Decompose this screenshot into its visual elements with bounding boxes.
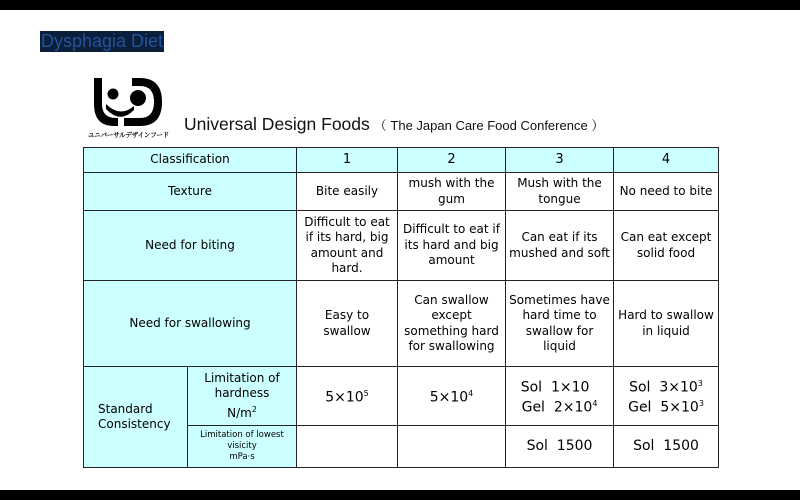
bottom-frame-bar xyxy=(0,490,800,500)
swallowing-cell-2: Can swallow except something hard for swallowing xyxy=(398,281,506,367)
hardness-cell-3: Sol 1×10 Gel $2\times 10^4$ xyxy=(506,367,614,426)
table-header-row xyxy=(84,148,719,173)
heading-main: Universal Design Foods xyxy=(184,114,370,134)
biting-cell-1: Difficult to eat if its hard, big amount and hard. xyxy=(297,211,398,281)
biting-cell-3: Can eat if its mushed and soft xyxy=(506,211,614,281)
row-label-texture: Texture xyxy=(84,173,297,211)
viscosity-unit: mPa·s xyxy=(229,452,255,462)
biting-cell-4: Can eat except solid food xyxy=(614,211,719,281)
viscosity-cell-4: Sol 1500 xyxy=(614,426,719,468)
classification-header: Classification xyxy=(84,148,297,173)
table-row-biting xyxy=(84,211,719,281)
row-label-biting: Need for biting xyxy=(84,211,297,281)
top-frame-bar xyxy=(0,0,800,10)
viscosity-cell-1 xyxy=(297,426,398,468)
universal-design-foods-logo-icon xyxy=(88,74,169,144)
viscosity-label: Limitation of lowest visicity xyxy=(200,430,284,451)
hardness-cell-2: $5\times 10^4$ xyxy=(398,367,506,426)
column-header-1: 1 xyxy=(297,148,398,173)
row-label-swallowing: Need for swallowing xyxy=(84,281,297,367)
hardness-cell-4: Sol $3\times 10^3$ Gel $5\times 10^3$ xyxy=(614,367,719,426)
column-header-3: 3 xyxy=(506,148,614,173)
texture-cell-1: Bite easily xyxy=(297,173,398,211)
texture-cell-4: No need to bite xyxy=(614,173,719,211)
viscosity-label-cell xyxy=(188,426,297,468)
page-heading xyxy=(184,114,604,135)
heading-sub: （ The Japan Care Food Conference ） xyxy=(373,118,605,133)
universal-design-foods-table xyxy=(83,147,719,468)
texture-cell-2: mush with the gum xyxy=(398,173,506,211)
table-row-swallowing xyxy=(84,281,719,367)
row-label-standard-consistency: Standard Consistency xyxy=(84,367,188,468)
biting-cell-2: Difficult to eat if its hard and big amount xyxy=(398,211,506,281)
table-row-texture xyxy=(84,173,719,211)
hardness-unit: $N/m^2$ xyxy=(227,404,257,420)
hardness-label: Limitation of hardness xyxy=(204,370,280,401)
column-header-2: 2 xyxy=(398,148,506,173)
viscosity-cell-2 xyxy=(398,426,506,468)
swallowing-cell-3: Sometimes have hard time to swallow for liquid xyxy=(506,281,614,367)
logo-caption: ユニバーサルデザインフード xyxy=(88,131,169,139)
table-row-hardness xyxy=(84,367,719,426)
column-header-4: 4 xyxy=(614,148,719,173)
swallowing-cell-4: Hard to swallow in liquid xyxy=(614,281,719,367)
hardness-label-cell xyxy=(188,367,297,426)
swallowing-cell-1: Easy to swallow xyxy=(297,281,398,367)
texture-cell-3: Mush with the tongue xyxy=(506,173,614,211)
viscosity-cell-3: Sol 1500 xyxy=(506,426,614,468)
slide-title: Dysphagia Diet xyxy=(41,31,164,51)
hardness-cell-1: $5\times 10^5$ xyxy=(297,367,398,426)
